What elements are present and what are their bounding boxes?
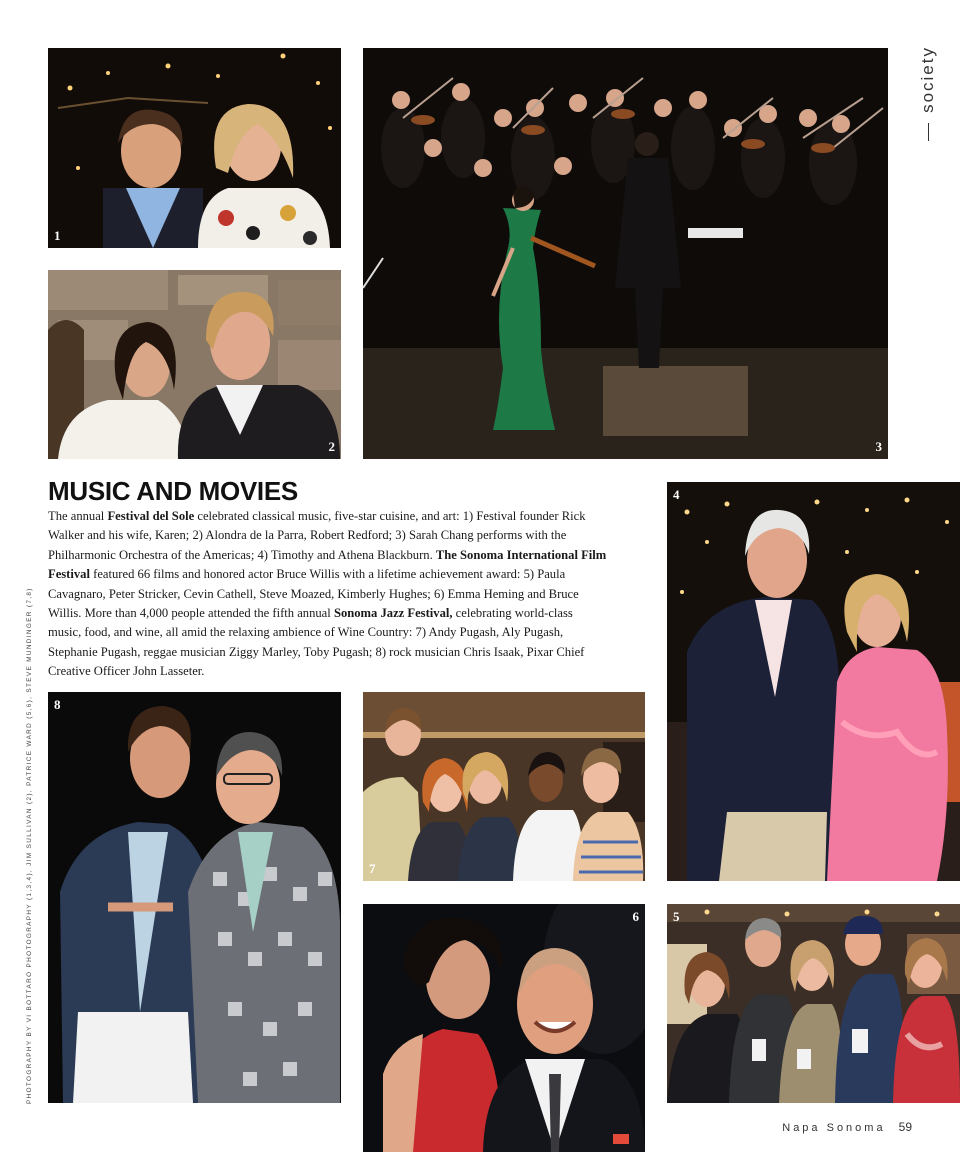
section-marker xyxy=(917,46,939,156)
article-body-run: featured 66 films and honored actor Bruce Willis with a lifetime achievement award: 5) Paula Cavagnaro, Peter Stricker, Cevin Cathell, Steve Moazed, Kimberly Hughes; 6) Emma Heming and Bruce Willis. More than 4,000 people attended the fifth annual xyxy=(48,567,579,621)
article-body-bold-run: Sonoma Jazz Festival, xyxy=(333,606,453,621)
article-body-run: celebrated classical music, five-star cuisine, and art: 1) Festival founder Rick Walker and his wife, Karen; 2) Alondra de la Parra, Robert Redford; 3) Sarah Chang performs with the Philharmonic Orchestra of the Americas; 4) Timothy and Athena Blackburn. xyxy=(48,509,586,562)
photo-1-image xyxy=(48,48,341,248)
section-label: society xyxy=(918,46,937,113)
photo-3-number: 3 xyxy=(875,439,882,454)
article-body-run: The annual xyxy=(48,509,108,523)
photo-credit xyxy=(26,587,38,1116)
page-folio xyxy=(782,1120,912,1134)
photo-6-number: 6 xyxy=(632,909,639,924)
article-body-bold-run: The Sonoma International Film Festival xyxy=(48,547,607,582)
photo-8 xyxy=(48,692,341,1103)
section-rule xyxy=(928,123,929,141)
photo-3-image xyxy=(363,48,888,459)
photo-7-number: 7 xyxy=(369,861,376,876)
photo-4-image xyxy=(667,482,960,881)
photo-7-image xyxy=(363,692,645,881)
photo-8-image xyxy=(48,692,341,1103)
photo-6-image xyxy=(363,904,645,1152)
photo-4-number: 4 xyxy=(673,487,680,502)
photo-4 xyxy=(667,482,960,881)
photo-3 xyxy=(363,48,888,459)
photo-2-number: 2 xyxy=(328,439,335,454)
publication-name: Napa Sonoma xyxy=(782,1122,886,1134)
photo-1 xyxy=(48,48,341,248)
photo-1-number: 1 xyxy=(54,228,61,243)
article-body-bold-run: Festival del Sole xyxy=(107,509,195,523)
article-body xyxy=(48,507,608,682)
photo-5-image xyxy=(667,904,960,1103)
page-number: 59 xyxy=(898,1120,912,1134)
photo-7 xyxy=(363,692,645,881)
photo-5-number: 5 xyxy=(673,909,680,924)
photo-2 xyxy=(48,270,341,459)
photo-5 xyxy=(667,904,960,1103)
article-body-run: celebrating world-class music, food, and wine, all amid the relaxing ambience of Wine Country: 7) Andy Pugash, Aly Pugash, Stephanie Pugash, reggae musician Ziggy Marley, Toby Pugash; 8) rock musician Chris Isaak, Pixar Chief Creative Officer John Lasseter. xyxy=(48,606,585,679)
photo-2-image xyxy=(48,270,341,459)
photo-6 xyxy=(363,904,645,1152)
photo-8-number: 8 xyxy=(54,697,61,712)
photo-credit-text: PHOTOGRAPHY BY VI BOTTARO PHOTOGRAPHY (1,3,4), JIM SULLIVAN (2), PATRICE WARD (5,6), STEVE MUNDINGER (7,8) xyxy=(26,587,33,1104)
article-headline: MUSIC AND MOVIES xyxy=(48,476,298,506)
